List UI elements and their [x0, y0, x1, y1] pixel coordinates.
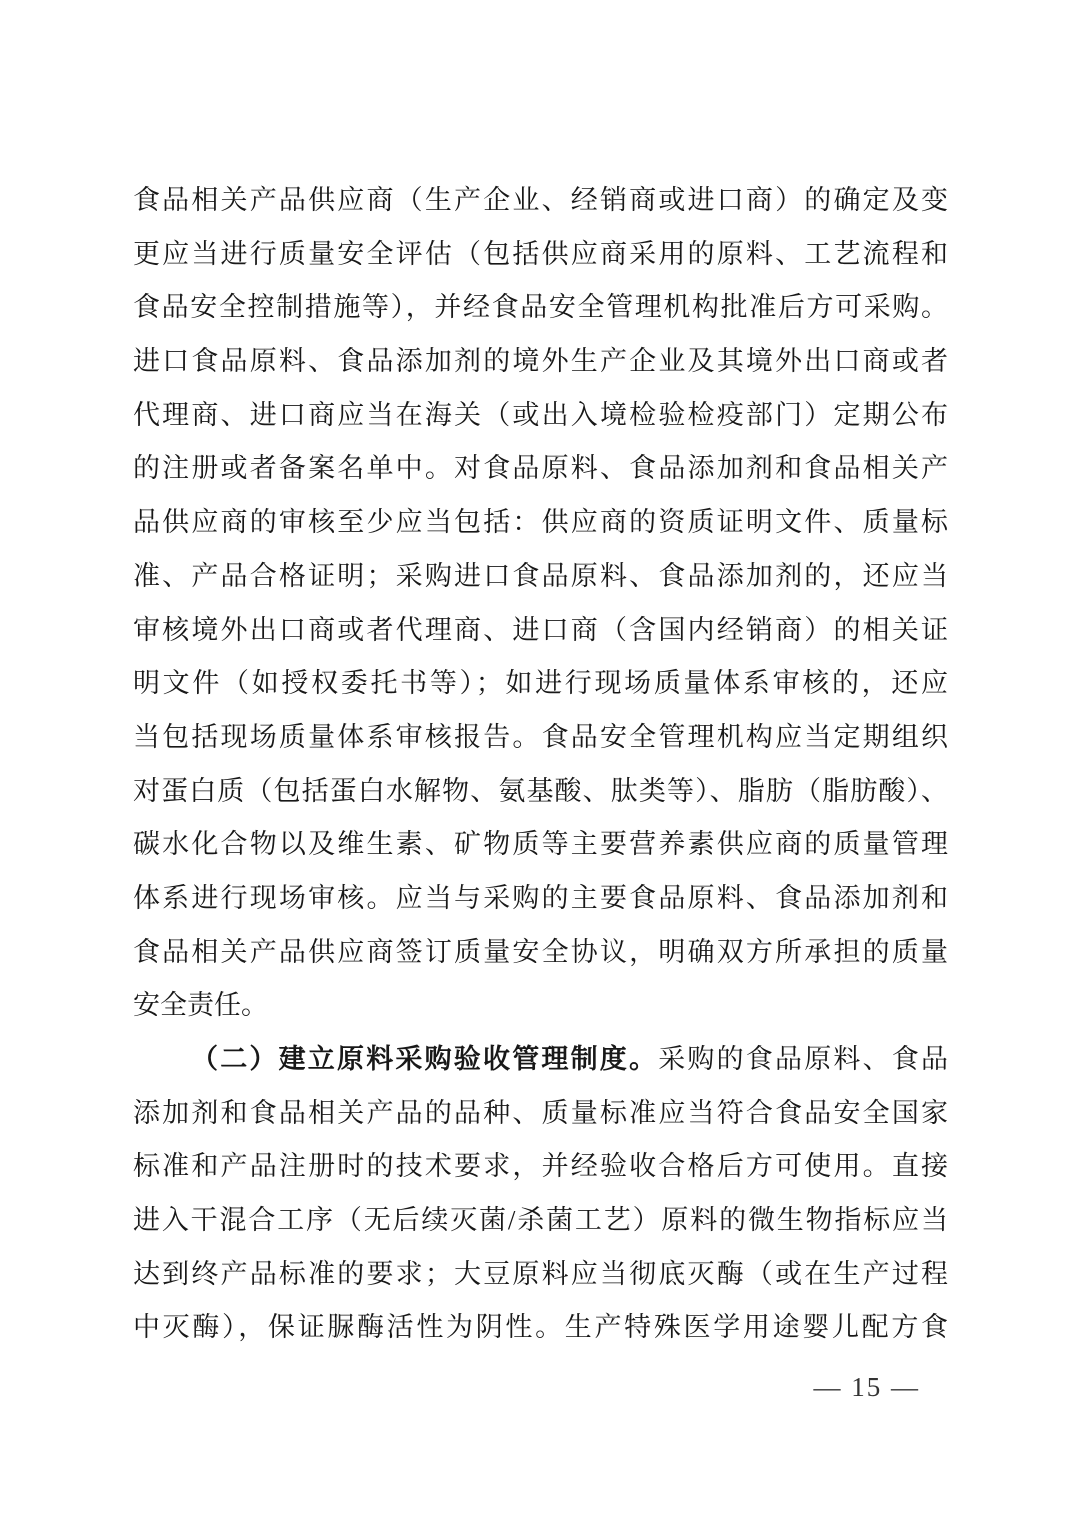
body-text: 中灭酶），保证脲酶活性为阴性。生产特殊医学用途婴儿配方食 [133, 1312, 948, 1343]
text-line [133, 550, 948, 604]
body-text: 更应当进行质量安全评估（包括供应商采用的原料、工艺流程和 [133, 238, 948, 269]
text-line [133, 711, 948, 765]
text-line [133, 1087, 948, 1141]
section-heading-text: （二）建立原料采购验收管理制度。 [191, 1044, 659, 1074]
text-line [133, 1301, 948, 1355]
text-line [133, 926, 948, 980]
body-text: 对蛋白质（包括蛋白水解物、氨基酸、肽类等）、脂肪（脂肪酸）、 [133, 775, 948, 806]
body-text: 碳水化合物以及维生素、矿物质等主要营养素供应商的质量管理 [133, 829, 948, 860]
body-text: 进入干混合工序（无后续灭菌/杀菌工艺）原料的微生物指标应当 [133, 1205, 948, 1236]
body-text: 审核境外出口商或者代理商、进口商（含国内经销商）的相关证 [133, 614, 948, 645]
body-text: 明文件（如授权委托书等）；如进行现场质量体系审核的，还应 [133, 668, 948, 699]
text-line [133, 1248, 948, 1302]
body-text: 当包括现场质量体系审核报告。食品安全管理机构应当定期组织 [133, 721, 948, 752]
body-text: 进口食品原料、食品添加剂的境外生产企业及其境外出口商或者 [133, 346, 948, 377]
text-line [133, 1033, 948, 1087]
body-text: 安全责任。 [133, 990, 268, 1021]
body-text: 食品相关产品供应商（生产企业、经销商或进口商）的确定及变 [133, 185, 948, 215]
body-text: 食品安全控制措施等），并经食品安全管理机构批准后方可采购。 [133, 292, 948, 323]
text-line [133, 765, 948, 819]
text-line [133, 657, 948, 711]
text-line [133, 872, 948, 926]
text-line [133, 228, 948, 282]
body-text: 采购的食品原料、食品 [658, 1044, 949, 1074]
page-number: — 15 — [813, 1372, 920, 1402]
body-text: 标准和产品注册时的技术要求，并经验收合格后方可使用。直接 [133, 1151, 948, 1182]
text-line [133, 1194, 948, 1248]
text-line [133, 442, 948, 496]
body-text: 准、产品合格证明；采购进口食品原料、食品添加剂的，还应当 [133, 560, 948, 591]
body-text: 食品相关产品供应商签订质量安全协议，明确双方所承担的质量 [133, 936, 948, 967]
body-text: 代理商、进口商应当在海关（或出入境检验检疫部门）定期公布 [133, 399, 948, 430]
body-text: 体系进行现场审核。应当与采购的主要食品原料、食品添加剂和 [133, 882, 948, 913]
body-text: 的注册或者备案名单中。对食品原料、食品添加剂和食品相关产 [133, 453, 948, 484]
body-text: 达到终产品标准的要求；大豆原料应当彻底灭酶（或在生产过程 [133, 1258, 948, 1289]
body-text: 添加剂和食品相关产品的品种、质量标准应当符合食品安全国家 [133, 1097, 948, 1128]
body-text: 品供应商的审核至少应当包括：供应商的资质证明文件、质量标 [133, 507, 948, 538]
text-line [133, 1140, 948, 1194]
text-line [133, 389, 948, 443]
text-line [133, 496, 948, 550]
text-line [133, 335, 948, 389]
text-line [133, 604, 948, 658]
text-line [133, 979, 948, 1033]
text-line [133, 818, 948, 872]
text-line [133, 174, 948, 228]
text-block [133, 174, 948, 1355]
text-line [133, 281, 948, 335]
